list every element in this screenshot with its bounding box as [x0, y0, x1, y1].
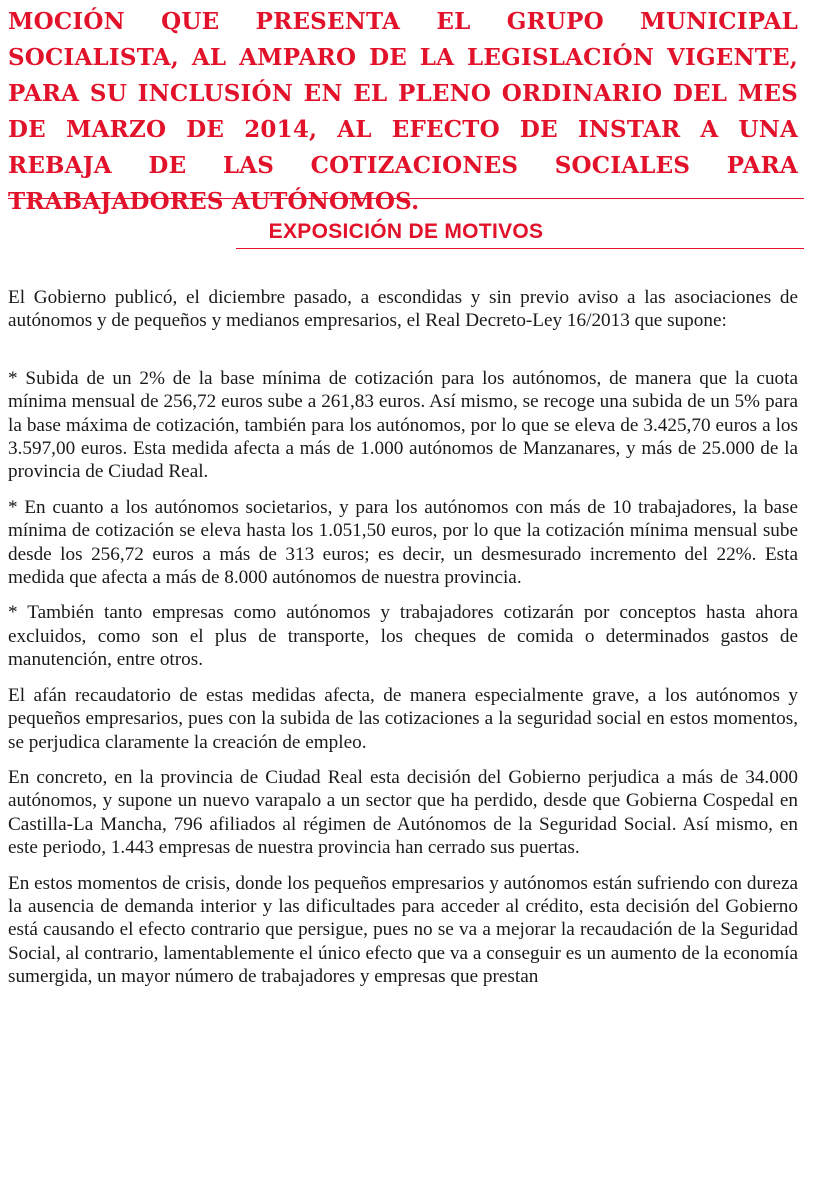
paragraph-bullet-1: * Subida de un 2% de la base mínima de cotización para los autónomos, de manera que la cuota mínima mensual de 256,72 euros sube a 261,83 euros. Así mismo, se recoge una subida de un 5% para la base máxima de cotización, también para los autónomos, por lo que se eleva de 3.425,70 euros a los 3.597,00 euros. Esta medida afecta a más de 1.000 autónomos de Manzanares, y más de 25.000 de la provincia de Ciudad Real.	[8, 367, 798, 483]
paragraph-intro: El Gobierno publicó, el diciembre pasado, a escondidas y sin previo aviso a las asociaciones de autónomos y de pequeños y medianos empresarios, el Real Decreto-Ley 16/2013 que supone:	[8, 287, 798, 332]
title-divider	[8, 198, 804, 199]
paragraph-effects: El afán recaudatorio de estas medidas afecta, de manera especialmente grave, a los autónomos y pequeños empresarios, pues con la subida de las cotizaciones a la seguridad social en estos momentos, se perjudica claramente la creación de empleo.	[8, 684, 798, 753]
motion-title: MOCIÓN QUE PRESENTA EL GRUPO MUNICIPAL SOCIALISTA, AL AMPARO DE LA LEGISLACIÓN VIGENTE, PARA SU INCLUSIÓN EN EL PLENO ORDINARIO DEL MES DE MARZO DE 2014, AL EFECTO DE INSTAR A UNA REBAJA DE LAS COTIZACIONES SOCIALES PARA TRABAJADORES AUTÓNOMOS.	[8, 8, 798, 215]
paragraph-ciudad-real: En concreto, en la provincia de Ciudad Real esta decisión del Gobierno perjudica a más de 34.000 autónomos, y supone un nuevo varapalo a un sector que ha perdido, desde que Gobierna Cospedal en Castilla-La Mancha, 796 afiliados al régimen de Autónomos de la Seguridad Social. Así mismo, en este periodo, 1.443 empresas de nuestra provincia han cerrado sus puertas.	[8, 766, 798, 859]
section-heading: EXPOSICIÓN DE MOTIVOS	[268, 220, 544, 243]
heading-divider	[236, 248, 804, 249]
paragraph-crisis: En estos momentos de crisis, donde los pequeños empresarios y autónomos están sufriendo con dureza la ausencia de demanda interior y las dificultades para acceder al crédito, esta decisión del Gobierno está causando el efecto contrario que persigue, pues no se va a mejorar la recaudación de la Seguridad Social, al contrario, lamentablemente el único efecto que va a conseguir es un aumento de la economía sumergida, un mayor número de trabajadores y empresas que prestan	[8, 872, 798, 988]
paragraph-bullet-3: * También tanto empresas como autónomos y trabajadores cotizarán por conceptos hasta ahora excluidos, como son el plus de transporte, los cheques de comida o determinados gastos de manutención, entre otros.	[8, 602, 798, 671]
paragraph-bullet-2: * En cuanto a los autónomos societarios, y para los autónomos con más de 10 trabajadores, la base mínima de cotización se eleva hasta los 1.051,50 euros, por lo que la cotización mínima mensual sube desde los 256,72 euros a más de 313 euros; es decir, un desmesurado incremento del 22%. Esta medida que afecta a más de 8.000 autónomos de nuestra provincia.	[8, 496, 798, 589]
body-text	[8, 286, 798, 1001]
